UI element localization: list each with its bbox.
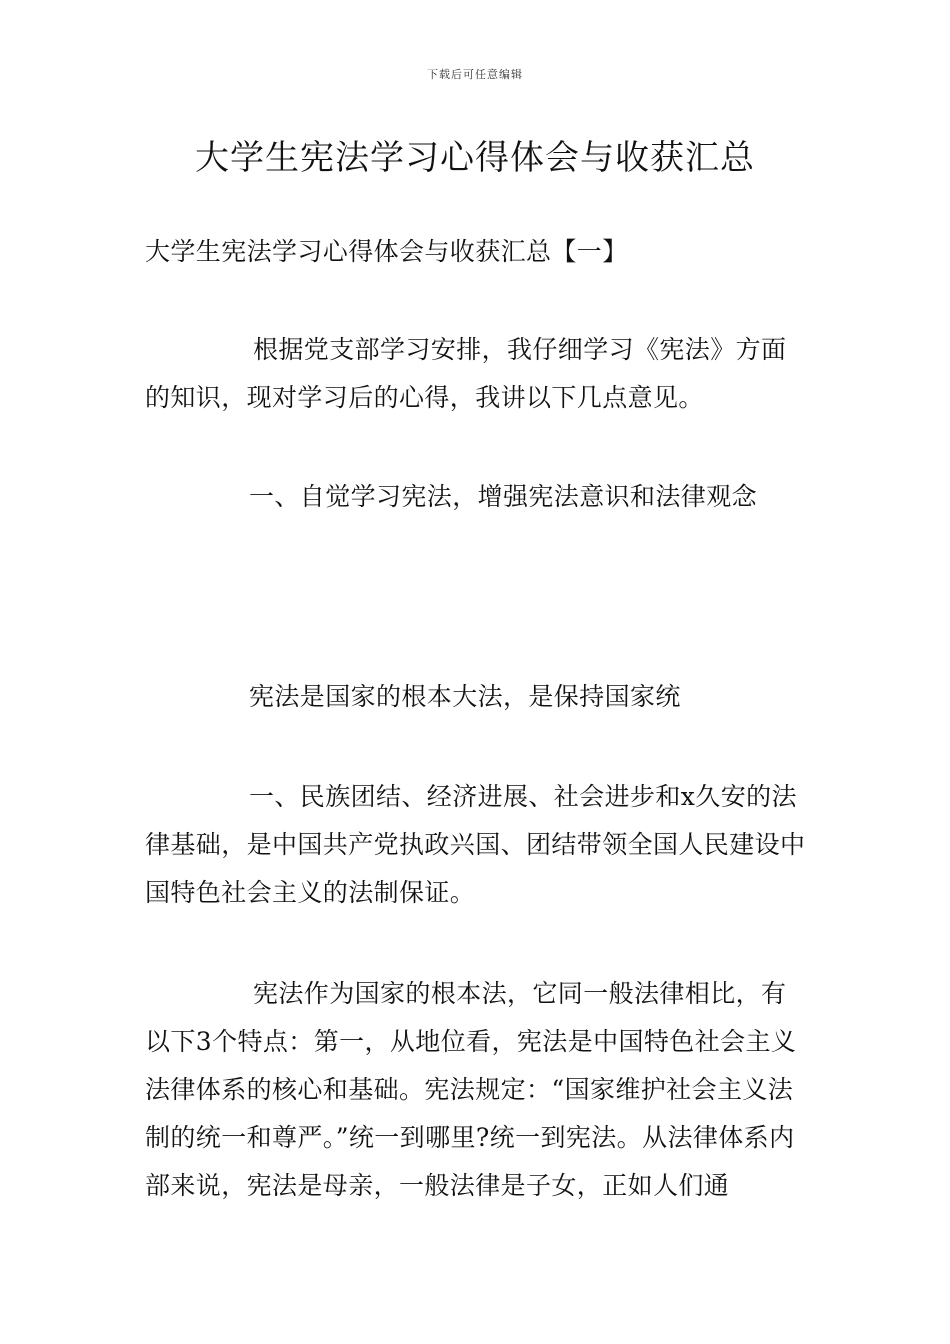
paragraph-constitution-features: 宪法作为国家的根本法，它同一般法律相比，有以下3个特点：第一，从地位看，宪法是中国特色社会主义法律体系的核心和基础。宪法规定：“国家维护社会主义法制的统一和尊严。”统一到哪里?统一到宪法。从法律体系内部来说，宪法是母亲，一般法律是子女，正如人们通 (145, 979, 797, 1200)
paragraph-heading-one: 一、自觉学习宪法，增强宪法意识和法律观念 (249, 482, 758, 511)
paragraph-national-unity: 一、民族团结、经济进展、社会进步和x久安的法律基础，是中国共产党执政兴国、团结带领全国人民建设中国特色社会主义的法制保证。 (145, 782, 806, 907)
section-subtitle: 大学生宪法学习心得体会与收获汇总【一】 (145, 237, 628, 266)
paragraph-intro: 根据党支部学习安排，我仔细学习《宪法》方面的知识，现对学习后的心得，我讲以下几点意见。 (145, 335, 787, 412)
page-title: 大学生宪法学习心得体会与收获汇总 (195, 138, 755, 178)
header-note: 下载后可任意编辑 (427, 68, 523, 81)
paragraph-constitution-fundamental: 宪法是国家的根本大法，是保持国家统 (249, 682, 681, 711)
